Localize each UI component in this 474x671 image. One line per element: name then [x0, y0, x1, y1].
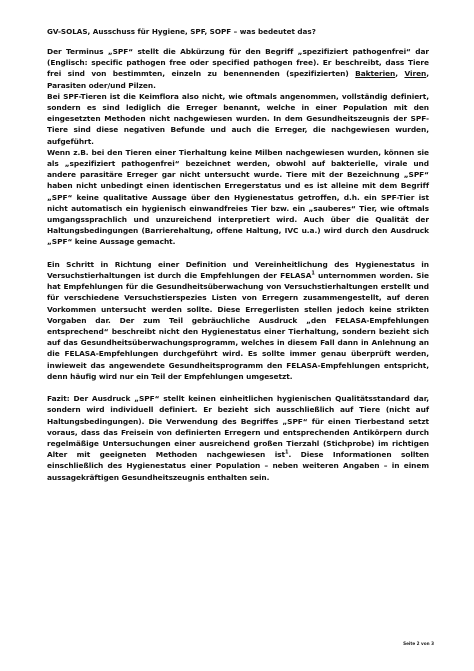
paragraph-text: . Diese Informationen sollten einschließlich des Hygienestatus einer Population – neben weiteren Angaben – in einem aussagekräftigen Gesundheitszeugnis enthalten sein. [47, 450, 429, 482]
paragraph-text: Der Terminus „SPF“ stellt die Abkürzung für den Begriff „spezifiziert pathogenfrei“ dar (Englisch: specific pathogen free oder specified pathogen free). Er beschreibt, dass Tiere frei sind von bestimmten, einzeln zu benennenden (spezifizierten) [47, 47, 429, 79]
paragraph-text: , [395, 69, 405, 79]
link-bakterien[interactable]: Bakterien [355, 69, 396, 79]
paragraph-text: Ein Schritt in Richtung einer Definition und Vereinheitlichung des Hygienestatus in Versuchstierhaltungen ist durch die Empfehlungen der FELASA [47, 259, 429, 281]
paragraph-example: Wenn z.B. bei den Tieren einer Tierhaltung keine Milben nachgewiesen wurden, können sie als „spezifiziert pathogenfrei“ bezeichnet werden, obwohl auf bakterielle, virale und andere parasitäre Erreger gar nicht untersucht wurde. Tiere mit der Bezeichnung „SPF“ haben nicht unbedingt einen identischen Erregerstatus und es ist alleine mit dem Begriff „SPF“ keine qualitative Aussage über den Hygienestatus getroffen, d.h. ein SPF-Tier ist nicht automatisch ein hygienisch einwandfreies Tier bzw. ein „sauberes“ Tier, wie oftmals umgangssprachlich und unzureichend interpretiert wird. Auch über die Qualität der Haltungsbedingungen (Barrierehaltung, offene Haltung, IVC u.a.) wird durch den Ausdruck „SPF“ keine Aussage gemacht. [47, 147, 429, 247]
link-viren[interactable]: Viren [404, 69, 427, 79]
paragraph-text: unternommen worden. Sie hat Empfehlungen für die Gesundheitsüberwachung von Versuchstierhaltungen erstellt und für verschiedene Versuchstierspezies Listen von Erregern zusammengestellt, auf deren Vorkommen untersucht werden sollte. Diese Erregerlisten stellen jedoch keine strikten Vorgaben dar. Der zum Teil gebräuchliche Ausdruck „den FELASA-Empfehlungen entsprechend“ beschreibt nicht den Hygienestatus einer Tierhaltung, sondern bezieht sich auf das Gesundheitsüberwachungsprogramm, welches in diesem Fall dann in Anlehnung an die FELASA-Empfehlungen durchgeführt wird. Es sollte immer genau überprüft werden, inwieweit das angewendete Gesundheitsprogramm den FELASA-Empfehlungen entspricht, denn häufig wird nur ein Teil der Empfehlungen umgesetzt. [47, 271, 429, 381]
paragraph-keimflora: Bei SPF-Tieren ist die Keimflora also nicht, wie oftmals angenommen, vollständig definiert, sondern es sind lediglich die Erreger benannt, welche in einer Population mit den eingesetzten Methoden nicht nachgewiesen wurden. In dem Gesundheitszeugnis der SPF-Tiere sind diese negativen Befunde und auch die Erreger, die nachgewiesen wurden, aufgeführt. [47, 91, 429, 146]
paragraph-felasa [47, 259, 429, 382]
paragraph-fazit [47, 393, 429, 483]
footnote-ref[interactable]: 1 [285, 449, 289, 456]
paragraph-text: Fazit: Der Ausdruck „SPF“ stellt keinen einheitlichen hygienischen Qualitätsstandard dar, sondern wird individuell definiert. Er bezieht sich ausschließlich auf Tiere (nicht auf Haltungsbedingungen). Die Verwendung des Begriffes „SPF“ für einen Tierbestand setzt voraus, dass das Freisein von definierten Erregern und entsprechenden Antikörpern durch regelmäßige Untersuchungen einer ausreichend großen Tierzahl (Stichprobe) im richtigen Alter mit geeigneten Methoden nachgewiesen ist [47, 394, 429, 460]
page-header: GV-SOLAS, Ausschuss für Hygiene, SPF, SOPF – was bedeutet das? [47, 27, 316, 36]
paragraph-text: , Parasiten oder/und Pilzen. [47, 69, 430, 90]
page-number: Seite 2 von 3 [403, 641, 434, 646]
paragraph-definition [47, 46, 429, 91]
document-body [47, 46, 429, 494]
footnote-ref[interactable]: 1 [311, 270, 315, 277]
